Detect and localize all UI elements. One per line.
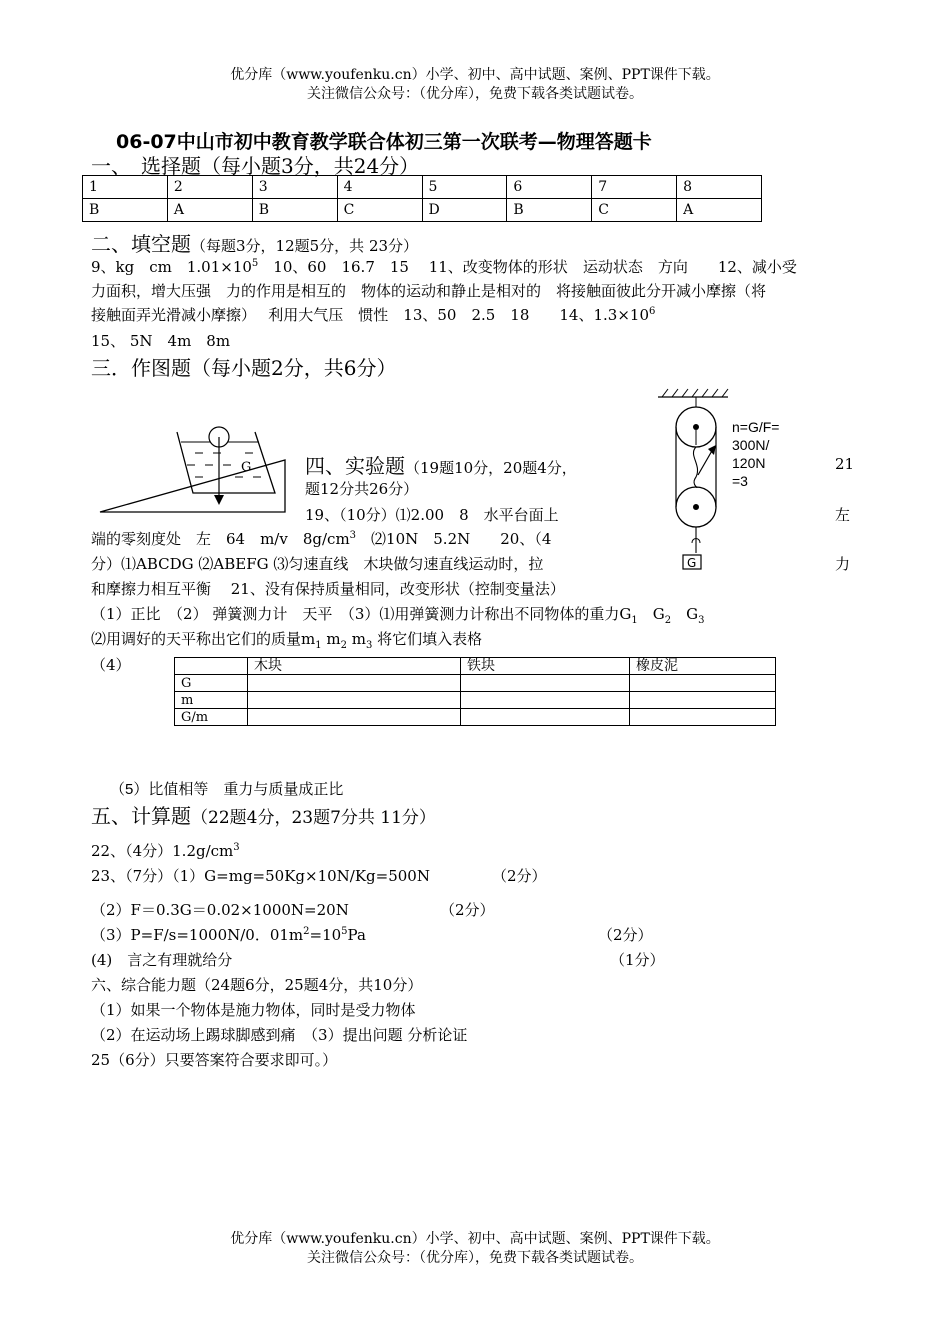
superscript: 3 xyxy=(233,842,240,853)
exp-line-5 xyxy=(91,603,704,624)
fill-line-1 xyxy=(91,256,797,277)
calc-23-4-score: （1分） xyxy=(610,951,665,969)
superscript: 5 xyxy=(341,926,348,937)
fill-line-3 xyxy=(91,304,655,325)
exp-line-4: 和摩擦力相互平衡 21、没有保持质量相同，改变形状（控制变量法） xyxy=(91,580,565,598)
beaker-incline-diagram xyxy=(95,415,300,515)
table-cell xyxy=(630,675,776,692)
footer-line-1: 优分库（www.youfenku.cn）小学、初中、高中试题、案例、PPT课件下载。 xyxy=(230,1231,720,1247)
table-cell: G/m xyxy=(175,709,248,726)
page-title: 06-07中山市初中教育教学联合体初三第一次联考—物理答题卡 xyxy=(116,131,652,153)
section-4-note-2: 题12分共26分） xyxy=(305,480,419,498)
exp-line-1: 19、（10分）⑴2.00 8 水平台面上 xyxy=(305,506,559,524)
table-cell: 8 xyxy=(677,176,762,199)
table-cell: B xyxy=(507,199,592,222)
experiment-table xyxy=(174,657,776,726)
table-row xyxy=(175,658,776,675)
exp-line-2a: 端的零刻度处 左 64 m/v 8g/cm xyxy=(91,530,350,548)
table-cell: 6 xyxy=(507,176,592,199)
choice-answer-table xyxy=(82,175,762,222)
weight-label: G xyxy=(687,556,697,570)
table-cell: 3 xyxy=(252,176,337,199)
fill-line-3a: 接触面弄光滑减小摩擦） 利用大气压 惯性 13、50 2.5 18 14、1.3×10 xyxy=(91,306,649,324)
table-cell xyxy=(461,675,630,692)
table-cell xyxy=(630,709,776,726)
section-5-note: （22题4分，23题7分共 11分） xyxy=(191,808,436,828)
superscript: 3 xyxy=(349,530,357,541)
table-cell: A xyxy=(677,199,762,222)
table-cell: 橡皮泥 xyxy=(630,658,776,675)
subscript: 1 xyxy=(631,615,638,626)
pulley-note-line: =3 xyxy=(732,473,748,489)
subscript: 3 xyxy=(365,640,373,651)
exp-line-5a: （1）正比 （2） 弹簧测力计 天平 （3）⑴用弹簧测力计称出不同物体的重力G xyxy=(91,605,632,623)
subscript: 1 xyxy=(315,640,322,651)
table-cell xyxy=(248,709,461,726)
exp-line-6a: ⑵用调好的天平称出它们的质量m xyxy=(91,630,316,648)
table-cell: 木块 xyxy=(248,658,461,675)
calc-23-3 xyxy=(91,924,366,945)
table-cell: C xyxy=(337,199,422,222)
exp-line-5m: G xyxy=(637,605,665,623)
exp-line-2b: ⑵10N 5.2N 20、（4 xyxy=(356,530,552,548)
section-4-title xyxy=(305,450,577,479)
section-4-heading: 四、实验题 xyxy=(305,454,405,478)
exp-line-3: 分）⑴ABCDG ⑵ABEFG ⑶匀速直线 木块做匀速直线运动时，拉 xyxy=(91,555,544,573)
pulley-note-line: 300N/ xyxy=(732,437,770,453)
table-cell xyxy=(630,692,776,709)
table-cell: G xyxy=(175,675,248,692)
exp-line-3-right: 力 xyxy=(835,555,851,573)
section-4-note-right: 21 xyxy=(835,455,855,473)
table-cell: B xyxy=(252,199,337,222)
superscript: 2 xyxy=(303,926,310,937)
table-cell xyxy=(461,692,630,709)
table-row xyxy=(83,199,762,222)
table-cell: 2 xyxy=(167,176,252,199)
calc-22 xyxy=(91,840,240,861)
s6-line-1: （1）如果一个物体是施力物体，同时是受力物体 xyxy=(91,1001,416,1019)
pull-arrow xyxy=(698,449,713,475)
calc-22-text: 22、（4分）1.2g/cm xyxy=(91,842,234,860)
section-4-note: （19题10分，20题4分， xyxy=(405,459,577,477)
table-cell: 5 xyxy=(422,176,507,199)
pulley-note xyxy=(732,418,779,490)
calc-23-3a: （3）P=F/s=1000N/0．01m xyxy=(91,926,304,944)
fill-line-2: 力面积，增大压强 力的作用是相互的 物体的运动和静止是相对的 将接触面彼此分开减小摩擦（将 xyxy=(91,282,767,300)
subscript: 2 xyxy=(340,640,347,651)
calc-23-3c: Pa xyxy=(347,926,366,944)
calc-23-2: （2）F＝0.3G＝0.02×1000N=20N xyxy=(91,901,349,919)
table-row xyxy=(175,709,776,726)
pulley-note-line: n=G/F= xyxy=(732,419,780,435)
pulley-note-line: 120N xyxy=(732,455,766,471)
table-cell: B xyxy=(83,199,168,222)
exp-line-6n: m xyxy=(346,630,366,648)
arrow-head xyxy=(214,495,224,505)
superscript: 5 xyxy=(251,258,259,269)
section-5-title xyxy=(91,800,436,829)
exp-line-6m: m xyxy=(321,630,341,648)
table-cell xyxy=(248,675,461,692)
subscript: 3 xyxy=(698,615,705,626)
ceiling-hatch xyxy=(662,389,728,397)
table-cell xyxy=(461,709,630,726)
section-2-note: （每题3分，12题5分，共 23分） xyxy=(191,237,419,255)
calc-23-1: 23、（7分）（1）G=mg=50Kg×10N/Kg=500N xyxy=(91,867,430,885)
table-cell: 铁块 xyxy=(461,658,630,675)
fill-line-1a: 9、kg cm 1.01×10 xyxy=(91,258,252,276)
fill-line-4: 15、 5N 4m 8m xyxy=(91,332,231,350)
calc-23-3b: =10 xyxy=(309,926,342,944)
calc-23-1-score: （2分） xyxy=(492,867,547,885)
table-cell: 1 xyxy=(83,176,168,199)
fill-line-1b: 10、60 16.7 15 11、改变物体的形状 运动状态 方向 12、减小受 xyxy=(258,258,797,276)
section-5-heading: 五、计算题 xyxy=(91,804,191,828)
exp-line-6b: 将它们填入表格 xyxy=(372,630,483,648)
table-cell: 4 xyxy=(337,176,422,199)
calc-23-3-score: （2分） xyxy=(598,926,653,944)
table-cell xyxy=(175,658,248,675)
exp-line-2 xyxy=(91,528,551,549)
section-1-heading: 一、 选择题（每小题3分，共24分） xyxy=(91,154,420,178)
exp-line-5-conclusion: （5）比值相等 重力与质量成正比 xyxy=(110,781,344,798)
incline-shape xyxy=(100,460,285,512)
section-6-heading: 六、综合能力题（24题6分，25题4分，共10分） xyxy=(91,976,423,994)
section-3-heading: 三．作图题（每小题2分，共6分） xyxy=(91,356,397,380)
table-cell xyxy=(248,692,461,709)
header-line-1: 优分库（www.youfenku.cn）小学、初中、高中试题、案例、PPT课件下载。 xyxy=(230,67,720,83)
table-cell: C xyxy=(592,199,677,222)
table-cell: m xyxy=(175,692,248,709)
exp-line-6 xyxy=(91,628,482,649)
footer-line-2: 关注微信公众号：（优分库），免费下载各类试题试卷。 xyxy=(307,1250,643,1266)
table-cell: A xyxy=(167,199,252,222)
table-cell: D xyxy=(422,199,507,222)
s6-line-2: （2）在运动场上踢球脚感到痛 （3）提出问题 分析论证 xyxy=(91,1026,468,1044)
table-cell: 7 xyxy=(592,176,677,199)
s6-line-3: 25（6分）只要答案符合要求即可。） xyxy=(91,1051,338,1069)
exp-line-5n: G xyxy=(671,605,699,623)
calc-23-4: (4) 言之有理就给分 xyxy=(91,951,233,969)
section-2-title xyxy=(91,228,418,257)
table-row xyxy=(175,692,776,709)
calc-23-2-score: （2分） xyxy=(440,901,495,919)
table-row xyxy=(83,176,762,199)
section-2-heading: 二、填空题 xyxy=(91,232,191,256)
pulley-diagram xyxy=(650,385,735,580)
subscript: 2 xyxy=(664,615,672,626)
superscript: 6 xyxy=(648,306,656,317)
exp-line-1-right: 左 xyxy=(835,506,851,524)
header-line-2: 关注微信公众号：（优分库），免费下载各类试题试卷。 xyxy=(307,86,643,102)
gravity-label: G xyxy=(241,460,252,475)
item-4-label: （4） xyxy=(91,656,131,674)
table-row xyxy=(175,675,776,692)
